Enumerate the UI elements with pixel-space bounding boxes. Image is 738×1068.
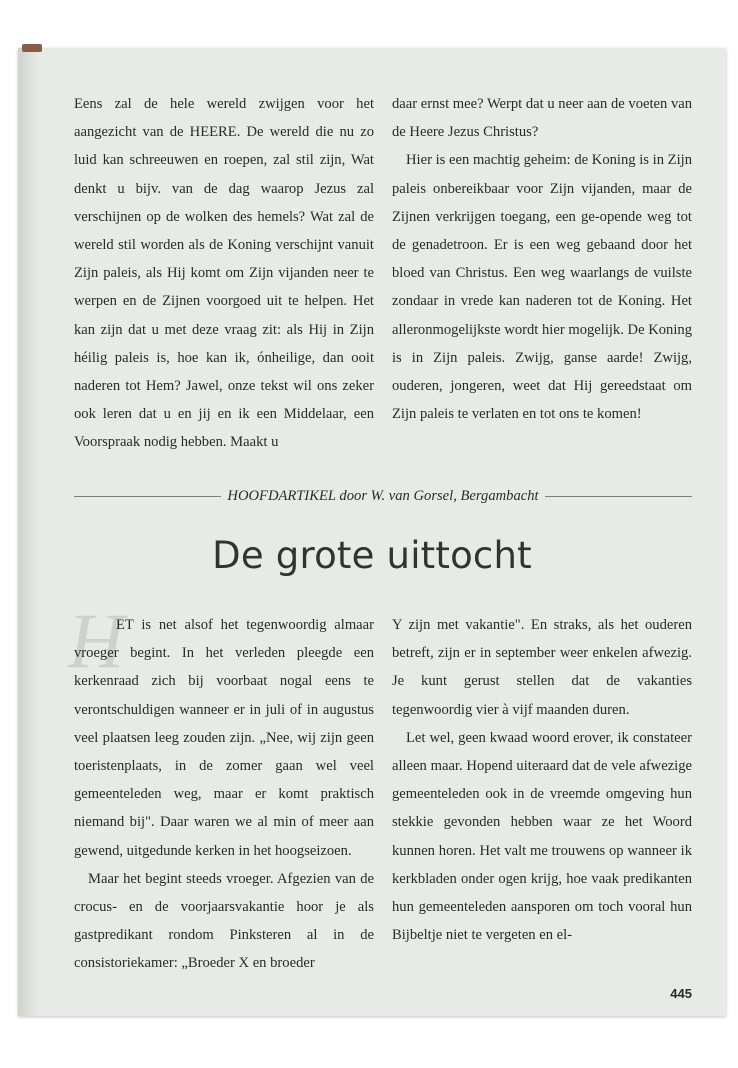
page-spine <box>18 48 40 1016</box>
paragraph: Let wel, geen kwaad woord erover, ik constateer alleen maar. Hopend uiteraard dat de vele afwezige gemeenteleden ook in de vreemde omgeving hun stekkie gevonden hebben waar ze het Woord kunnen horen. Het valt me trouwens op wanneer ik kerkbladen onder ogen krijg, hoe vaak predikanten hun gemeenteleden aansporen om toch vooral hun Bijbeltje niet te vergeten en el- <box>392 729 692 944</box>
paragraph: daar ernst mee? Werpt dat u neer aan de voeten van de Heere Jezus Christus? <box>392 96 693 141</box>
paragraph-opening: ET is net alsof het tegenwoordig almaar vroeger begint. In het verleden pleegde een kerkenraad zich bij voorbaat nogal eens te verontschuldigen wanneer er in juli of in augustus veel plaatsen leeg zouden zijn. „Nee, wij zijn geen toeristenplaats, in de zomer gaan wel veel gemeenteleden weg, maar er komt praktisch niemand bij". Daar waren we al min of meer aan gewend, uitgedunde kerken in het hoogseizoen. <box>74 617 374 859</box>
byline-row <box>74 486 692 506</box>
article-column-left <box>74 611 374 978</box>
bookmark-ribbon <box>22 44 42 52</box>
magazine-page <box>18 48 726 1016</box>
paragraph: Y zijn met vakantie". En straks, als het ouderen betreft, zijn er in september weer enkelen afwezig. Je kunt gerust stellen dat de vakanties tegenwoordig vier à vijf maanden duren. <box>392 617 692 718</box>
article-headline: De grote uittocht <box>212 534 532 577</box>
page-number: 445 <box>670 986 692 1001</box>
paragraph: Eens zal de hele wereld zwijgen voor het aangezicht van de HEERE. De wereld die nu zo luid kan schreeuwen en roepen, zal stil zijn, Wat denkt u bijv. van de dag waarop Jezus zal verschijnen op de wolken des hemels? Wat zal de wereld stil worden als de Koning verschijnt vanuit Zijn paleis, als Hij komt om Zijn vijanden neer te werpen en de Zijnen voorgoed uit te helpen. Het kan zijn dat u met deze vraag zit: als Hij in Zijn héilig paleis is, hoe kan ik, ónheilige, dan ooit naderen tot Hem? Jawel, onze tekst wil ons zeker ook leren dat u en jij en ik een Middelaar, een Voorspraak nodig hebben. Maakt u <box>74 96 374 451</box>
paragraph <box>74 611 374 865</box>
article-column-right <box>392 611 692 949</box>
divider <box>545 496 692 497</box>
previous-article-column-left <box>74 90 374 457</box>
paragraph: Hier is een machtig geheim: de Koning is in Zijn paleis onbereikbaar voor Zijn vijanden, maar de Zijnen verkrijgen toegang, een ge-opende weg tot de genadetroon. Er is een weg gebaand door het bloed van Christus. Een weg waarlangs de vuilste zondaar in vrede kan naderen tot de Koning. Het alleronmogelijkste wordt hier mogelijk. De Koning is in Zijn paleis. Zwijg, ganse aarde! Zwijg, ouderen, jongeren, weet dat Hij gereedstaat om Zijn paleis te verlaten en tot ons te komen! <box>392 152 692 423</box>
article-byline: HOOFDARTIKEL door W. van Gorsel, Bergambacht <box>227 487 539 504</box>
divider <box>74 496 221 497</box>
drop-cap: H <box>68 597 125 684</box>
previous-article-column-right <box>392 90 692 428</box>
paragraph: Maar het begint steeds vroeger. Afgezien van de crocus- en de voorjaarsvakantie hoor je als gastpredikant rondom Pinksteren al in de consistoriekamer: „Broeder X en broeder <box>74 870 374 972</box>
